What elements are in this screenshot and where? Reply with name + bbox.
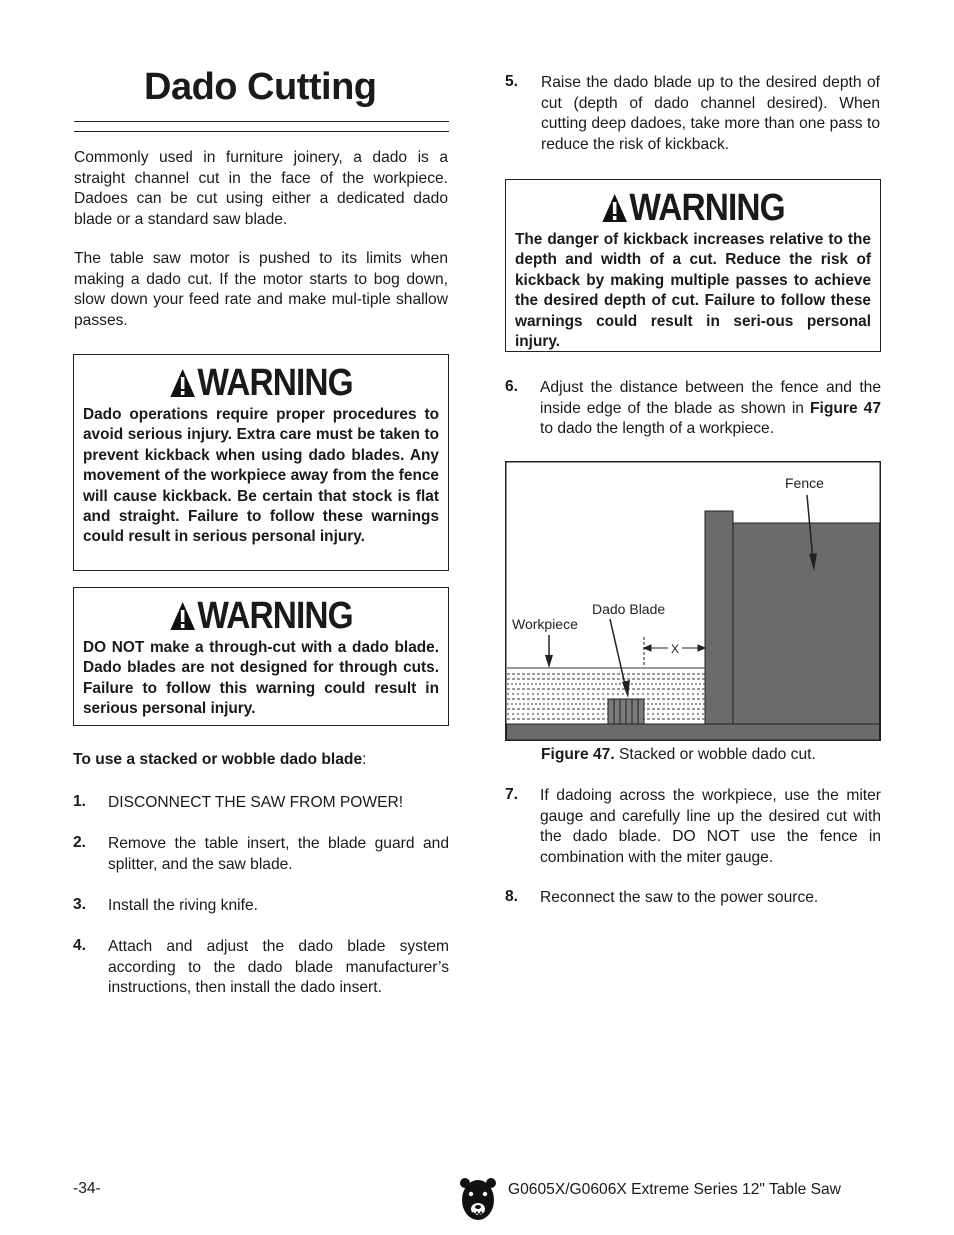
step-number: 6. xyxy=(505,378,519,395)
x-label: X xyxy=(670,642,680,656)
step-text: Attach and adjust the dado blade system according to the dado blade manufacturer’s instructions, then install the dado insert. xyxy=(108,938,449,996)
step-text: Reconnect the saw to the power source. xyxy=(540,889,819,906)
step-text: Remove the table insert, the blade guard and splitter, and the saw blade. xyxy=(108,835,449,873)
warning-header xyxy=(104,363,417,403)
step-number: 4. xyxy=(73,937,87,954)
step-6-text-before: Adjust the distance between the fence and the inside edge of the blade as shown in xyxy=(540,379,881,417)
title-rule-top xyxy=(74,121,449,122)
dado-blade-stack xyxy=(608,699,644,724)
footer-model-title: G0605X/G0606X Extreme Series 12" Table Saw xyxy=(508,1181,841,1198)
figure-caption xyxy=(541,746,816,764)
fence-label: Fence xyxy=(785,475,824,491)
title-rule-bottom xyxy=(74,131,449,132)
step-number: 2. xyxy=(73,834,87,851)
step-number: 7. xyxy=(505,786,519,803)
step-text: Raise the dado blade up to the desired depth of cut (depth of dado channel desired). When cutting deep dadoes, take more than one pass to reduce the risk of kickback. xyxy=(541,74,880,153)
saw-table xyxy=(507,724,880,740)
page-number: -34- xyxy=(73,1180,101,1197)
figure-caption-text: Stacked or wobble dado cut. xyxy=(614,746,816,763)
step-6-text-after: to dado the length of a workpiece. xyxy=(540,420,775,437)
figure-caption-number: Figure 47. xyxy=(541,746,615,763)
fence-body xyxy=(733,523,880,724)
warning-triangle-icon xyxy=(601,193,627,223)
workpiece-label: Workpiece xyxy=(512,616,578,632)
intro-paragraph-1: Commonly used in furniture joinery, a dado is a straight channel cut in the face of the workpiece. Dadoes can be cut using either a dedicated dado blade or a standard saw blade. xyxy=(74,149,448,228)
dado-blade-label: Dado Blade xyxy=(592,601,666,617)
warning-header xyxy=(104,596,417,636)
step-number: 8. xyxy=(505,888,519,905)
warning-text-3: The danger of kickback increases relative to the depth and width of a cut. Reduce the risk of kickback by making multiple passes to achieve the desired depth of cut. Failure to follow these warnings could result in seri-ous personal injury. xyxy=(515,231,871,351)
step-text: If dadoing across the workpiece, use the miter gauge and carefully line up the desired cut with the dado blade. DO NOT use the fence in combination with the miter gauge. xyxy=(540,787,881,866)
step-text xyxy=(540,378,881,440)
step-text: Install the riving knife. xyxy=(108,897,258,914)
procedure-heading-text: To use a stacked or wobble dado blade xyxy=(73,751,363,768)
figure-47 xyxy=(505,461,881,741)
procedure-heading-colon: : xyxy=(362,751,367,768)
step-number: 3. xyxy=(73,896,87,913)
fence-face xyxy=(705,511,733,724)
page-title: Dado Cutting xyxy=(144,66,377,108)
warning-text-1: Dado operations require proper procedures to avoid serious injury. Extra care must be taken to prevent kickback when using dado blades. Any movement of the workpiece away from the fence will cause kickback. Be certain that stock is flat and straight. Failure to follow these warnings could result in serious personal injury. xyxy=(83,406,439,546)
warning-triangle-icon xyxy=(169,601,195,631)
warning-header xyxy=(536,188,849,228)
figure-reference[interactable]: Figure 47 xyxy=(810,399,881,417)
grizzly-bear-logo-icon xyxy=(459,1176,497,1222)
warning-word: WARNING xyxy=(197,595,353,637)
warning-box-2 xyxy=(73,587,449,726)
warning-word: WARNING xyxy=(629,187,785,229)
warning-box-3 xyxy=(505,179,881,352)
procedure-heading xyxy=(73,751,366,769)
step-number: 1. xyxy=(73,793,87,810)
step-number: 5. xyxy=(505,73,519,90)
intro-paragraph-2: The table saw motor is pushed to its limits when making a dado cut. If the motor starts to bog down, slow down your feed rate and make mul-tiple shallow passes. xyxy=(74,250,448,329)
dado-cut-diagram xyxy=(505,461,881,741)
warning-text-2: DO NOT make a through-cut with a dado blade. Dado blades are not designed for through cuts. Failure to follow this warning could result in serious personal injury. xyxy=(83,639,439,718)
step-text: DISCONNECT THE SAW FROM POWER! xyxy=(108,794,404,811)
warning-word: WARNING xyxy=(197,362,353,404)
warning-triangle-icon xyxy=(169,368,195,398)
warning-box-1 xyxy=(73,354,449,571)
